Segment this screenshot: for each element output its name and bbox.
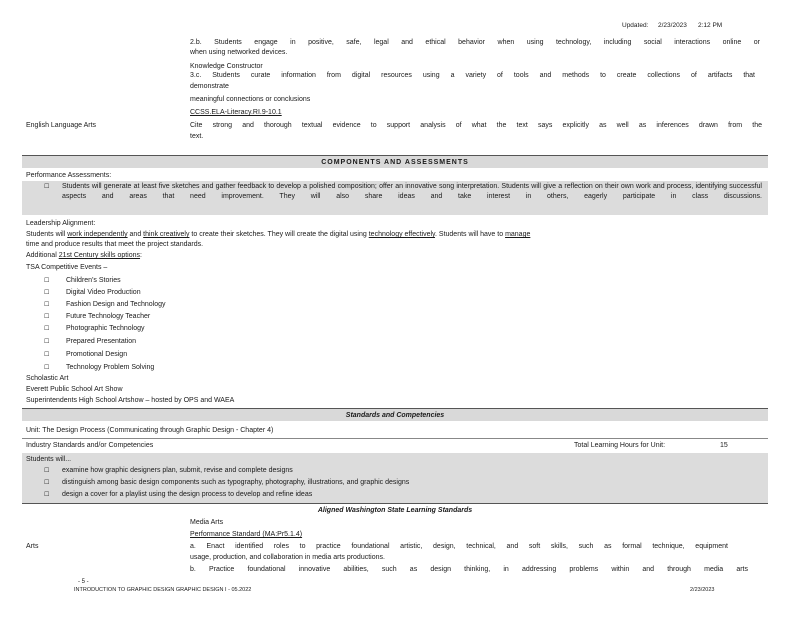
- standard-line: text.: [190, 133, 204, 140]
- subject-label-ela: English Language Arts: [26, 122, 97, 129]
- bullet-square-icon: ☐: [44, 302, 50, 308]
- bullet-square-icon: ☐: [44, 468, 50, 474]
- scholastic-art: Scholastic Art: [26, 375, 69, 382]
- performance-bullet: Students will generate at least five sketches and gather feedback to develop a polished composition; offer an innovative song interpretation. Students will give a reflection on their own work and process, identifying successful aspects and areas that need improvement. They will also share ideas and take interest in others, eagerly participate in class discussions.: [62, 183, 762, 201]
- standard-code: CCSS.ELA-Literacy.RI.9-10.1: [190, 109, 282, 116]
- arts-standard-line: a. Enact identified roles to practice foundational artistic, design, technical, and soft skills, such as formal technique, equipment: [190, 543, 728, 550]
- divider: [22, 438, 768, 439]
- bullet-square-icon: ☐: [44, 365, 50, 371]
- updated-label: Updated:: [622, 22, 649, 29]
- standard-line: Knowledge Constructor: [190, 63, 263, 70]
- industry-standards: Industry Standards and/or Competencies: [26, 442, 154, 449]
- list-item: Prepared Presentation: [66, 338, 137, 345]
- additional-skills: Additional 21st Century skills options:: [26, 252, 142, 259]
- arts-standard-line: b. Practice foundational innovative abilities, such as design thinking, in addressing problems within and through media arts: [190, 566, 748, 573]
- tsa-heading: TSA Competitive Events –: [26, 264, 108, 271]
- updated-date: 2/23/2023: [658, 22, 687, 29]
- bullet-square-icon: ☐: [44, 278, 50, 284]
- performance-heading: Performance Assessments:: [26, 172, 112, 179]
- subject-label-arts: Arts: [26, 543, 39, 550]
- media-arts: Media Arts: [190, 519, 224, 526]
- aligned-band: [22, 503, 768, 516]
- superintendents-artshow: Superintendents High School Artshow – hosted by OPS and WAEA: [26, 397, 235, 404]
- standard-line: demonstrate: [190, 83, 229, 90]
- list-item: Technology Problem Solving: [66, 364, 155, 371]
- list-item: Fashion Design and Technology: [66, 301, 166, 308]
- list-item: distinguish among basic design components such as typography, photography, illustrations, and graphic designs: [62, 479, 410, 486]
- list-item: Children's Stories: [66, 277, 121, 284]
- page-number: - 5 -: [78, 579, 89, 585]
- list-item: Photographic Technology: [66, 325, 145, 332]
- standard-line: Cite strong and thorough textual evidence to support analysis of what the text says explicitly as well as inferences drawn from the: [190, 122, 762, 129]
- standard-line: meaningful connections or conclusions: [190, 96, 311, 103]
- total-hours-value: 15: [720, 442, 728, 449]
- bullet-square-icon: ☐: [44, 290, 50, 296]
- everett-art-show: Everett Public School Art Show: [26, 386, 123, 393]
- components-band: [22, 155, 768, 168]
- arts-standard-line: usage, production, and collaboration in media arts productions.: [190, 554, 385, 561]
- footer-course: INTRODUCTION TO GRAPHIC DESIGN GRAPHIC DESIGN I - 05.2022: [74, 587, 252, 593]
- unit-line: Unit: The Design Process (Communicating through Graphic Design - Chapter 4): [26, 427, 274, 434]
- leadership-line-2: time and produce results that meet the project standards.: [26, 241, 204, 248]
- updated-time: 2:12 PM: [698, 22, 723, 29]
- bullet-square-icon: ☐: [44, 492, 50, 498]
- bullet-square-icon: ☐: [44, 314, 50, 320]
- list-item: design a cover for a playlist using the design process to develop and refine ideas: [62, 491, 313, 498]
- performance-standard: Performance Standard (MA:Pr5.1.4): [190, 531, 303, 538]
- list-item: examine how graphic designers plan, submit, revise and complete designs: [62, 467, 293, 474]
- standard-line: 3.c. Students curate information from digital resources using a variety of tools and methods to create collections of artifacts that: [190, 72, 755, 79]
- leadership-heading: Leadership Alignment:: [26, 220, 96, 227]
- list-item: Digital Video Production: [66, 289, 141, 296]
- total-hours-label: Total Learning Hours for Unit:: [574, 442, 666, 449]
- standards-title: Standards and Competencies: [345, 412, 445, 419]
- bullet-square-icon: ☐: [44, 326, 50, 332]
- leadership-line: Students will work independently and think creatively to create their sketches. They will create the digital using technology effectively. Students will have to manage: [26, 231, 531, 238]
- bullet-square-icon: ☐: [44, 184, 50, 190]
- standard-line: 2.b. Students engage in positive, safe, legal and ethical behavior when using technology, including social interactions online or: [190, 39, 760, 46]
- students-will-heading: Students will...: [26, 456, 72, 463]
- standards-band: [22, 408, 768, 421]
- list-item: Promotional Design: [66, 351, 128, 358]
- standard-line: when using networked devices.: [190, 49, 288, 56]
- list-item: Future Technology Teacher: [66, 313, 151, 320]
- footer-date: 2/23/2023: [690, 587, 715, 593]
- bullet-square-icon: ☐: [44, 352, 50, 358]
- aligned-title: Aligned Washington State Learning Standards: [317, 507, 473, 514]
- bullet-square-icon: ☐: [44, 339, 50, 345]
- components-title: COMPONENTS AND ASSESSMENTS: [321, 159, 469, 166]
- bullet-square-icon: ☐: [44, 480, 50, 486]
